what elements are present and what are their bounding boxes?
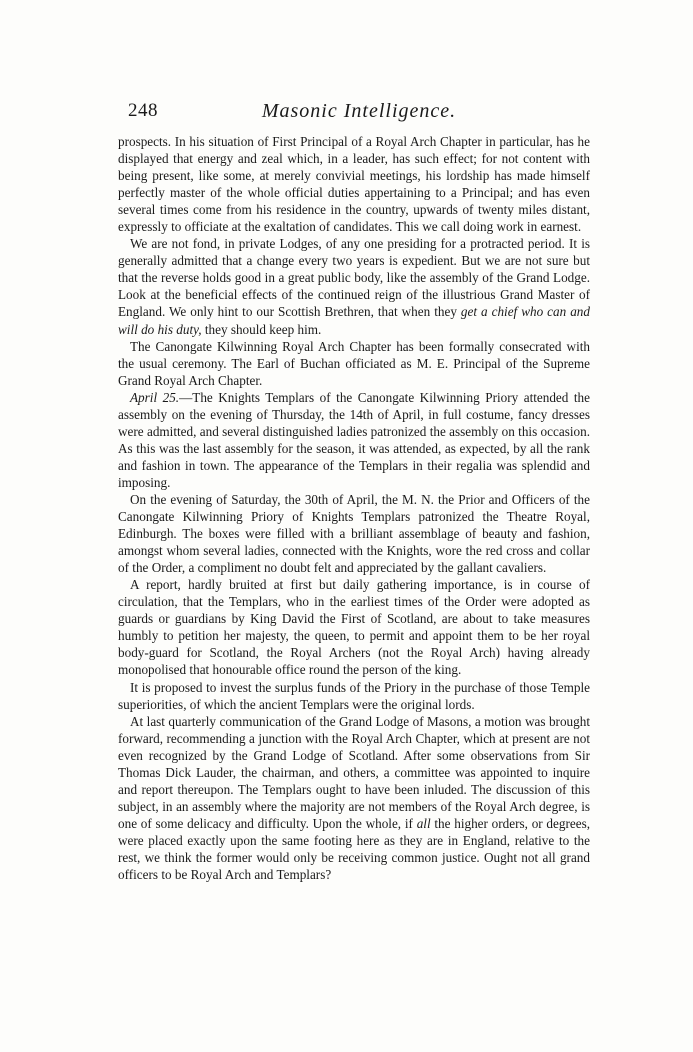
paragraph-april-25 bbox=[118, 389, 590, 491]
paragraph-grand-lodge-italic: all bbox=[416, 815, 431, 831]
paragraph-grand-lodge-tail: the higher orders, or degrees, were placed exactly upon the same footing here as they are in England, relative to the rest, we think the former would only be receiving common justice. Ought not all grand officers to be Royal Arch and Templars? bbox=[118, 815, 591, 883]
paragraph-canongate-chapter: The Canongate Kilwinning Royal Arch Chapter has been formally consecrated with the usual ceremony. The Earl of Buchan officiated as M. E. Principal of the Supreme Grand Royal Arch Chapter. bbox=[118, 338, 590, 388]
paragraph-private-lodges bbox=[118, 235, 590, 337]
running-head bbox=[128, 100, 590, 128]
page-number: 248 bbox=[128, 100, 158, 121]
paragraph-private-lodges-italic: get a chief who can and will do his duty, bbox=[118, 304, 590, 337]
paragraph-surplus-funds: It is proposed to invest the surplus funds of the Priory in the purchase of those Temple superiorities, of which the ancient Templars were the original lords. bbox=[118, 679, 590, 712]
running-title: Masonic Intelligence. bbox=[261, 100, 457, 122]
body-text bbox=[118, 133, 590, 883]
paragraph-april-25-text: —The Knights Templars of the Canongate Kilwinning Priory attended the assembly on the evening of Thursday, the 14th of April, in full costume, fancy dresses were admitted, and several distinguished ladies patronized the assembly on this occasion. As this was the last assembly for the season, it was attended, as expected, by all the rank and fashion in town. The appearance of the Templars in their regalia was splendid and imposing. bbox=[118, 389, 590, 490]
paragraph-report: A report, hardly bruited at first but daily gathering importance, is in course of circulation, that the Templars, who in the earliest times of the Order were adopted as guards or guardians by King David the First of Scotland, are about to take measures humbly to petition her majesty, the queen, to permit and appoint them to be her royal body-guard for Scotland, the Royal Archers (not the Royal Arch) having already monopolised that honourable office round the person of the king. bbox=[118, 577, 590, 678]
paragraph-private-lodges-tail: they should keep him. bbox=[201, 321, 322, 337]
paragraph-grand-lodge-text: At last quarterly communication of the Grand Lodge of Masons, a motion was brought forward, recommending a junction with the Royal Arch Chapter, which at present are not even recognized by the Grand Lodge of Scotland. After some observations from Sir Thomas Dick Lauder, the chairman, and others, a committee was appointed to inquire and report thereupon. The Templars ought to have been inluded. The discussion of this subject, in an assembly where the majority are not members of the Royal Arch degree, is one of some delicacy and difficulty. Upon the whole, if bbox=[118, 713, 590, 831]
paragraph-private-lodges-text: We are not fond, in private Lodges, of any one presiding for a protracted period. It is generally admitted that a change every two years is expedient. But we are not sure but that the reverse holds good in a great public body, like the assembly of the Grand Lodge. Look at the beneficial effects of the continued reign of the illustrious Grand Master of England. We only hint to our Scottish Brethren, that when they bbox=[118, 236, 590, 320]
paragraph-theatre-royal: On the evening of Saturday, the 30th of April, the M. N. the Prior and Officers of the Canongate Kilwinning Priory of Knights Templars patronized the Theatre Royal, Edinburgh. The boxes were filled with a brilliant assemblage of beauty and fashion, amongst whom several ladies, connected with the Knights, wore the red cross and collar of the Order, a compliment no doubt felt and appreciated by the gallant cavaliers. bbox=[118, 491, 590, 576]
paragraph-prospects: prospects. In his situation of First Principal of a Royal Arch Chapter in particular, has he displayed that energy and zeal which, in a leader, has such effect; for not content with being present, like some, at merely convivial meetings, his lordship has made himself perfectly master of the whole official duties appertaining to a Principal; and has even several times come from his residence in the country, upwards of twenty miles distant, expressly to officiate at the exaltation of candidates. This we call doing work in earnest. bbox=[118, 134, 590, 235]
paragraph-april-25-date: April 25. bbox=[130, 389, 180, 405]
paragraph-grand-lodge bbox=[118, 713, 590, 883]
